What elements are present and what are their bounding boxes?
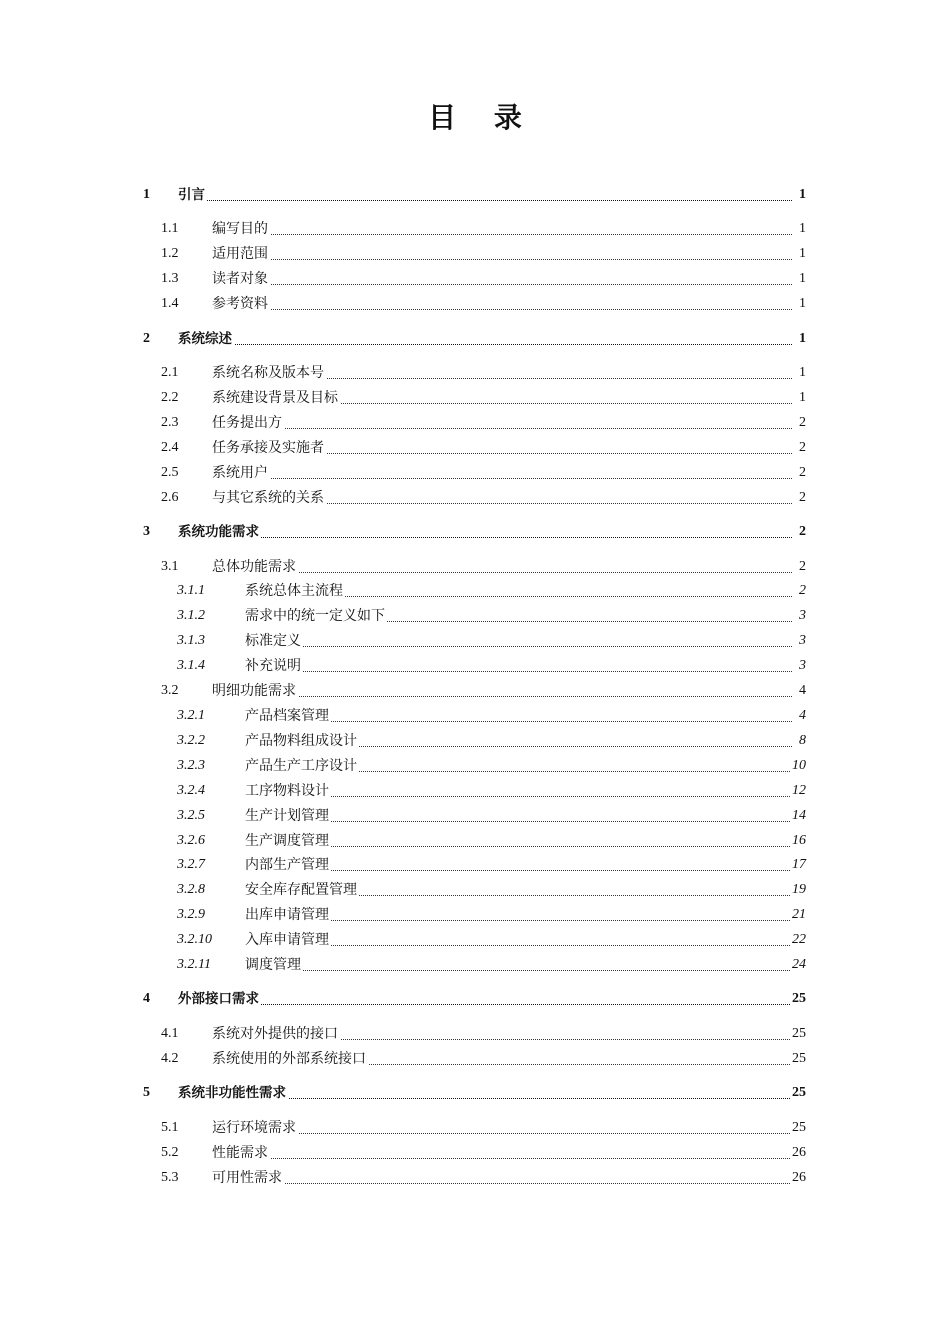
toc-entry-level-2[interactable] xyxy=(0,268,950,290)
toc-entry-level-3[interactable] xyxy=(0,904,950,926)
toc-dot-leader xyxy=(212,1183,792,1184)
toc-entry-page: 8 xyxy=(799,733,806,748)
toc-entry-page: 4 xyxy=(799,683,806,698)
toc-entry-number: 3.2.8 xyxy=(177,882,205,897)
toc-entry-page: 2 xyxy=(799,465,806,480)
toc-entry-number: 2.6 xyxy=(161,490,179,505)
toc-dot-leader xyxy=(212,284,792,285)
toc-entry-number: 3.2.9 xyxy=(177,907,205,922)
toc-entry-title: 系统功能需求 xyxy=(178,524,259,540)
toc-entry-level-2[interactable] xyxy=(0,1167,950,1189)
toc-entry-page: 4 xyxy=(799,708,806,723)
toc-entry-page: 2 xyxy=(799,490,806,505)
toc-entry-page: 1 xyxy=(799,296,806,311)
toc-entry-number: 1.2 xyxy=(161,246,179,261)
toc-entry-number: 5.1 xyxy=(161,1120,179,1135)
toc-entry-title: 编写目的 xyxy=(212,221,268,237)
toc-entry-level-2[interactable] xyxy=(0,487,950,509)
toc-entry-number: 3 xyxy=(143,524,150,539)
toc-entry-title: 参考资料 xyxy=(212,296,268,312)
toc-entry-level-2[interactable] xyxy=(0,293,950,315)
toc-entry-page: 25 xyxy=(792,1085,806,1100)
toc-entry-number: 3.1.1 xyxy=(177,583,205,598)
toc-entry-page: 1 xyxy=(799,246,806,261)
toc-entry-title: 引言 xyxy=(178,187,205,203)
toc-entry-level-3[interactable] xyxy=(0,929,950,951)
toc-entry-page: 21 xyxy=(792,907,806,922)
toc-entry-title: 任务承接及实施者 xyxy=(212,440,324,456)
toc-entry-title: 内部生产管理 xyxy=(245,857,329,873)
toc-entry-number: 3.2.11 xyxy=(177,957,211,972)
toc-entry-title: 总体功能需求 xyxy=(212,559,296,575)
toc-dot-leader xyxy=(212,572,792,573)
toc-entry-level-3[interactable] xyxy=(0,954,950,976)
toc-entry-level-3[interactable] xyxy=(0,854,950,876)
toc-entry-number: 3.2 xyxy=(161,683,179,698)
toc-entry-title: 标准定义 xyxy=(245,633,301,649)
toc-entry-title: 补充说明 xyxy=(245,658,301,674)
toc-entry-level-2[interactable] xyxy=(0,387,950,409)
toc-entry-level-3[interactable] xyxy=(0,805,950,827)
toc-entry-title: 读者对象 xyxy=(212,271,268,287)
toc-entry-level-2[interactable] xyxy=(0,1048,950,1070)
toc-entry-number: 4 xyxy=(143,991,150,1006)
toc-dot-leader xyxy=(212,1133,792,1134)
toc-entry-level-2[interactable] xyxy=(0,1023,950,1045)
toc-dot-leader xyxy=(212,259,792,260)
toc-entry-number: 5.3 xyxy=(161,1170,179,1185)
toc-entry-level-3[interactable] xyxy=(0,655,950,677)
toc-entry-number: 5.2 xyxy=(161,1145,179,1160)
toc-entry-page: 19 xyxy=(792,882,806,897)
toc-entry-number: 1.1 xyxy=(161,221,179,236)
toc-entry-title: 外部接口需求 xyxy=(178,991,259,1007)
toc-entry-level-1[interactable] xyxy=(0,1082,950,1104)
toc-dot-leader xyxy=(245,970,792,971)
toc-entry-title: 生产计划管理 xyxy=(245,808,329,824)
toc-entry-page: 3 xyxy=(799,633,806,648)
toc-entry-level-3[interactable] xyxy=(0,730,950,752)
toc-entry-title: 需求中的统一定义如下 xyxy=(245,608,385,624)
toc-entry-number: 2.2 xyxy=(161,390,179,405)
toc-entry-title: 明细功能需求 xyxy=(212,683,296,699)
toc-entry-number: 2 xyxy=(143,331,150,346)
toc-entry-title: 系统名称及版本号 xyxy=(212,365,324,381)
toc-entry-page: 25 xyxy=(792,1120,806,1135)
toc-dot-leader xyxy=(178,1004,792,1005)
toc-entry-title: 系统用户 xyxy=(212,465,268,481)
toc-entry-number: 3.2.10 xyxy=(177,932,212,947)
toc-entry-page: 1 xyxy=(799,187,806,202)
toc-entry-page: 1 xyxy=(799,365,806,380)
toc-dot-leader xyxy=(245,646,792,647)
toc-dot-leader xyxy=(212,234,792,235)
toc-entry-number: 1 xyxy=(143,187,150,202)
toc-entry-title: 安全库存配置管理 xyxy=(245,882,357,898)
toc-entry-level-2[interactable] xyxy=(0,437,950,459)
toc-entry-page: 17 xyxy=(792,857,806,872)
toc-entry-page: 2 xyxy=(799,583,806,598)
toc-entry-title: 系统总体主流程 xyxy=(245,583,343,599)
toc-entry-number: 3.1.2 xyxy=(177,608,205,623)
toc-entry-title: 任务提出方 xyxy=(212,415,282,431)
toc-entry-title: 与其它系统的关系 xyxy=(212,490,324,506)
toc-entry-level-1[interactable] xyxy=(0,328,950,350)
toc-entry-page: 10 xyxy=(792,758,806,773)
toc-entry-title: 入库申请管理 xyxy=(245,932,329,948)
toc-entry-title: 系统建设背景及目标 xyxy=(212,390,338,406)
toc-entry-number: 3.2.1 xyxy=(177,708,205,723)
toc-entry-number: 4.2 xyxy=(161,1051,179,1066)
toc-entry-page: 2 xyxy=(799,440,806,455)
toc-entry-number: 3.2.6 xyxy=(177,833,205,848)
toc-entry-page: 3 xyxy=(799,608,806,623)
toc-entry-title: 生产调度管理 xyxy=(245,833,329,849)
toc-dot-leader xyxy=(212,478,792,479)
toc-entry-level-3[interactable] xyxy=(0,755,950,777)
toc-entry-page: 25 xyxy=(792,1026,806,1041)
toc-entry-page: 14 xyxy=(792,808,806,823)
toc-dot-leader xyxy=(212,428,792,429)
toc-entry-level-3[interactable] xyxy=(0,705,950,727)
toc-entry-title: 产品生产工序设计 xyxy=(245,758,357,774)
toc-entry-number: 3.2.3 xyxy=(177,758,205,773)
toc-entry-number: 3.2.7 xyxy=(177,857,205,872)
toc-entry-level-2[interactable] xyxy=(0,462,950,484)
toc-entry-level-3[interactable] xyxy=(0,630,950,652)
toc-entry-number: 1.3 xyxy=(161,271,179,286)
toc-entry-level-3[interactable] xyxy=(0,830,950,852)
toc-entry-title: 系统非功能性需求 xyxy=(178,1085,286,1101)
toc-entry-number: 2.1 xyxy=(161,365,179,380)
toc-entry-level-3[interactable] xyxy=(0,580,950,602)
toc-entry-page: 12 xyxy=(792,783,806,798)
toc-entry-number: 3.1.3 xyxy=(177,633,205,648)
toc-entry-number: 1.4 xyxy=(161,296,179,311)
toc-entry-title: 适用范围 xyxy=(212,246,268,262)
toc-dot-leader xyxy=(245,671,792,672)
toc-entry-page: 24 xyxy=(792,957,806,972)
toc-entry-level-3[interactable] xyxy=(0,879,950,901)
toc-entry-page: 1 xyxy=(799,221,806,236)
toc-entry-level-2[interactable] xyxy=(0,412,950,434)
toc-entry-number: 3.1.4 xyxy=(177,658,205,673)
toc-entry-number: 2.5 xyxy=(161,465,179,480)
toc-entry-title: 性能需求 xyxy=(212,1145,268,1161)
toc-entry-page: 25 xyxy=(792,1051,806,1066)
toc-entry-page: 26 xyxy=(792,1170,806,1185)
toc-dot-leader xyxy=(212,696,792,697)
toc-entry-number: 3.2.4 xyxy=(177,783,205,798)
toc-entry-page: 26 xyxy=(792,1145,806,1160)
toc-dot-leader xyxy=(212,309,792,310)
toc-entry-level-1[interactable] xyxy=(0,184,950,206)
toc-dot-leader xyxy=(178,200,792,201)
toc-entry-page: 2 xyxy=(799,415,806,430)
toc-entry-title: 可用性需求 xyxy=(212,1170,282,1186)
toc-entry-title: 系统综述 xyxy=(178,331,232,347)
toc-dot-leader xyxy=(212,1158,792,1159)
toc-entry-level-2[interactable] xyxy=(0,556,950,578)
toc-entry-title: 产品档案管理 xyxy=(245,708,329,724)
toc-entry-title: 运行环境需求 xyxy=(212,1120,296,1136)
toc-entry-title: 出库申请管理 xyxy=(245,907,329,923)
toc-entry-page: 22 xyxy=(792,932,806,947)
toc-entry-level-2[interactable] xyxy=(0,680,950,702)
toc-entry-page: 1 xyxy=(799,390,806,405)
toc-entry-level-1[interactable] xyxy=(0,988,950,1010)
toc-entry-number: 3.1 xyxy=(161,559,179,574)
toc-entry-page: 2 xyxy=(799,559,806,574)
toc-entry-title: 系统对外提供的接口 xyxy=(212,1026,338,1042)
toc-entry-page: 25 xyxy=(792,991,806,1006)
toc-entry-title: 产品物料组成设计 xyxy=(245,733,357,749)
toc-entry-number: 5 xyxy=(143,1085,150,1100)
toc-entry-level-3[interactable] xyxy=(0,605,950,627)
toc-entry-page: 3 xyxy=(799,658,806,673)
toc-entry-level-2[interactable] xyxy=(0,362,950,384)
toc-entry-number: 3.2.5 xyxy=(177,808,205,823)
toc-entry-page: 1 xyxy=(799,271,806,286)
page-title: 目 录 xyxy=(428,101,536,134)
toc-entry-number: 3.2.2 xyxy=(177,733,205,748)
toc-entry-number: 4.1 xyxy=(161,1026,179,1041)
toc-entry-level-2[interactable] xyxy=(0,1142,950,1164)
toc-entry-title: 系统使用的外部系统接口 xyxy=(212,1051,366,1067)
toc-entry-page: 2 xyxy=(799,524,806,539)
toc-entry-page: 1 xyxy=(799,331,806,346)
toc-entry-level-2[interactable] xyxy=(0,1117,950,1139)
toc-entry-title: 调度管理 xyxy=(245,957,301,973)
toc-entry-level-2[interactable] xyxy=(0,218,950,240)
toc-entry-number: 2.4 xyxy=(161,440,179,455)
toc-entry-level-2[interactable] xyxy=(0,243,950,265)
toc-entry-number: 2.3 xyxy=(161,415,179,430)
toc-dot-leader xyxy=(178,537,792,538)
toc-entry-level-1[interactable] xyxy=(0,521,950,543)
toc-dot-leader xyxy=(178,344,792,345)
toc-entry-title: 工序物料设计 xyxy=(245,783,329,799)
toc-entry-level-3[interactable] xyxy=(0,780,950,802)
toc-entry-page: 16 xyxy=(792,833,806,848)
